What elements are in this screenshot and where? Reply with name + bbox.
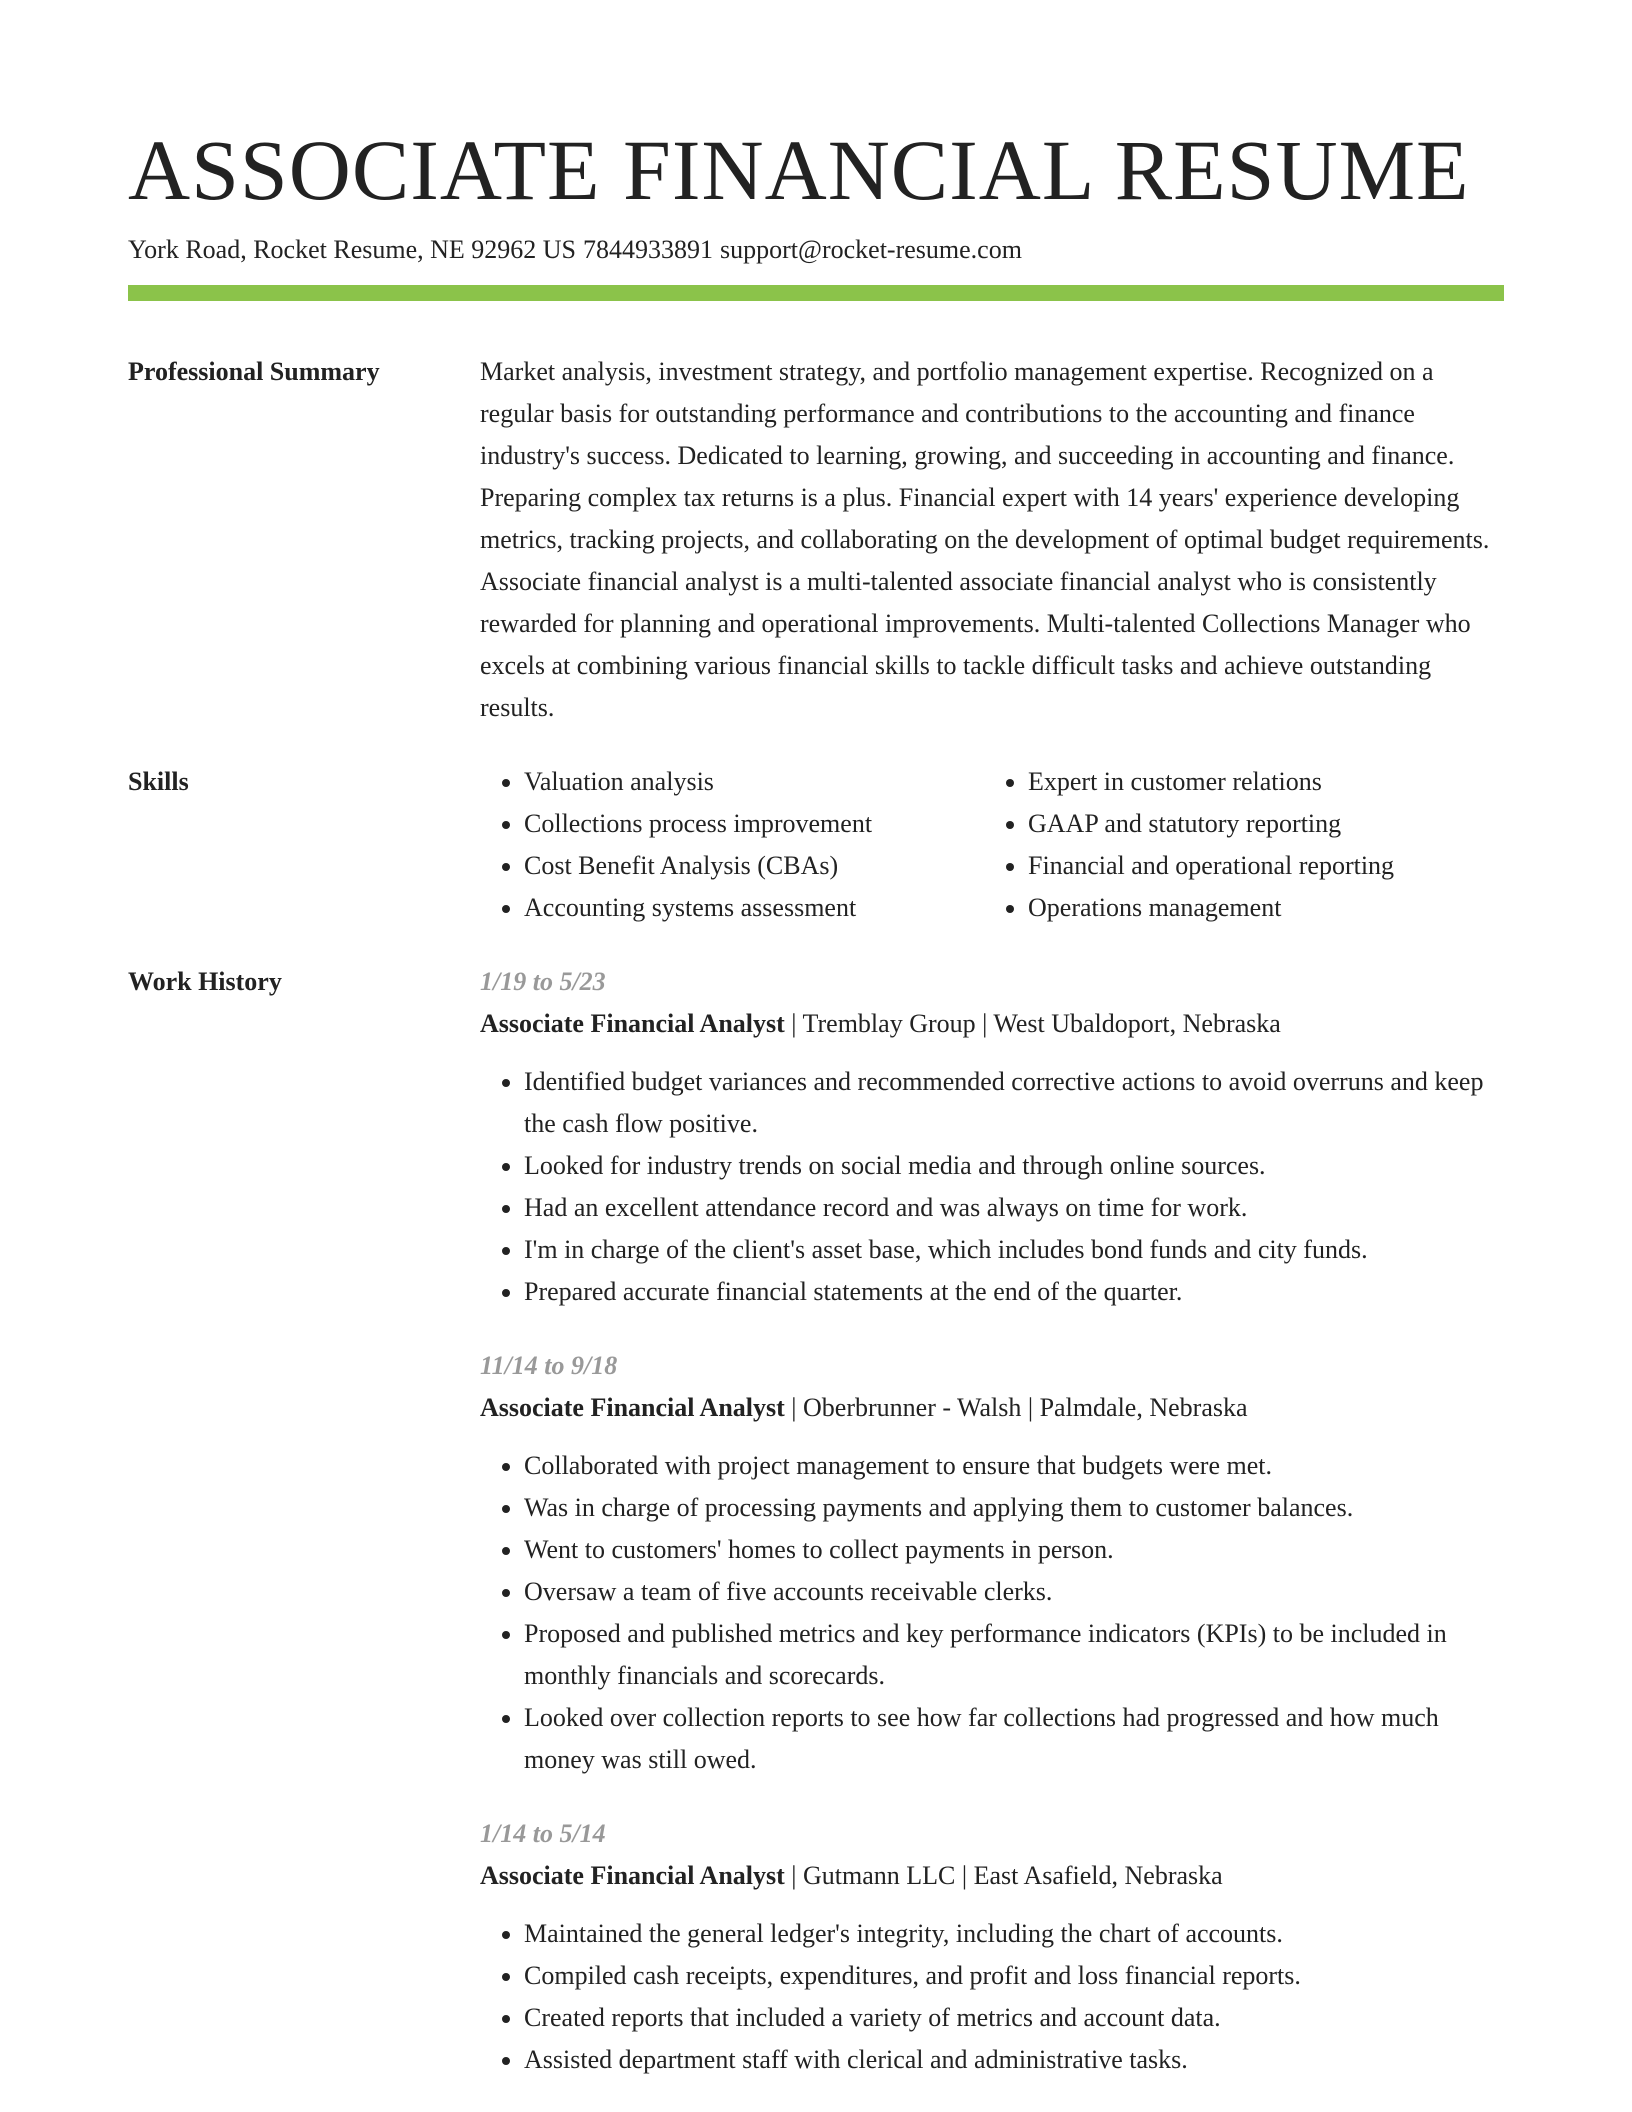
skills-section [128, 761, 1504, 929]
job-entry [480, 1813, 1504, 2081]
skills-column-left [480, 761, 984, 929]
summary-section [128, 351, 1504, 729]
job-bullet: • I'm in charge of the client's asset base, which includes bond funds and city funds. [524, 1229, 1504, 1271]
job-header [480, 1003, 1504, 1045]
header-divider [128, 285, 1504, 301]
job-separator: | [961, 1861, 968, 1890]
job-bullet: • Had an excellent attendance record and was always on time for work. [524, 1187, 1504, 1229]
job-bullet: • Looked over collection reports to see how far collections had progressed and how much money was still owed. [524, 1697, 1504, 1781]
work-history-body [480, 961, 1504, 2081]
contact-address: York Road, Rocket Resume, NE 92962 US [128, 235, 577, 264]
skill-item: • Operations management [1028, 887, 1498, 929]
resume-page [128, 120, 1504, 2081]
job-location: Palmdale, Nebraska [1039, 1393, 1248, 1422]
skills-heading: Skills [128, 767, 189, 796]
job-title: Associate Financial Analyst [480, 1009, 785, 1038]
skills-column-right [984, 761, 1498, 929]
job-bullet: • Went to customers' homes to collect payments in person. [524, 1529, 1504, 1571]
job-company: Tremblay Group [802, 1009, 976, 1038]
summary-body [480, 351, 1504, 729]
job-bullet: • Maintained the general ledger's integrity, including the chart of accounts. [524, 1913, 1504, 1955]
job-bullet: • Oversaw a team of five accounts receivable clerks. [524, 1571, 1504, 1613]
job-title: Associate Financial Analyst [480, 1393, 785, 1422]
job-bullets [480, 1913, 1504, 2081]
job-dates: 11/14 to 9/18 [480, 1351, 618, 1380]
job-bullets [480, 1445, 1504, 1781]
job-separator: | [1027, 1393, 1034, 1422]
skills-grid [480, 761, 1504, 929]
job-bullet: • Looked for industry trends on social media and through online sources. [524, 1145, 1504, 1187]
job-location: East Asafield, Nebraska [973, 1861, 1223, 1890]
contact-line [128, 232, 1504, 268]
job-separator: | [982, 1009, 988, 1038]
skill-item: • Accounting systems assessment [524, 887, 984, 929]
job-separator: | [791, 1861, 797, 1890]
job-location: West Ubaldoport, Nebraska [993, 1009, 1281, 1038]
work-history-heading: Work History [128, 967, 282, 996]
skill-item: • GAAP and statutory reporting [1028, 803, 1498, 845]
job-dates: 1/14 to 5/14 [480, 1819, 606, 1848]
summary-heading: Professional Summary [128, 357, 380, 386]
job-bullets [480, 1061, 1504, 1313]
job-bullet: • Prepared accurate financial statements at the end of the quarter. [524, 1271, 1504, 1313]
job-bullet: • Proposed and published metrics and key performance indicators (KPIs) to be included in monthly financials and scorecards. [524, 1613, 1504, 1697]
job-header [480, 1387, 1504, 1429]
job-bullet: • Assisted department staff with clerical and administrative tasks. [524, 2039, 1504, 2081]
skill-item: • Financial and operational reporting [1028, 845, 1498, 887]
skill-item: • Cost Benefit Analysis (CBAs) [524, 845, 984, 887]
skill-item: • Collections process improvement [524, 803, 984, 845]
job-header [480, 1855, 1504, 1897]
contact-phone: 7844933891 [583, 235, 714, 264]
job-bullet: • Created reports that included a variety of metrics and account data. [524, 1997, 1504, 2039]
contact-email: support@rocket-resume.com [720, 235, 1022, 264]
resume-title: ASSOCIATE FINANCIAL RESUME [128, 122, 1470, 218]
skill-item: • Valuation analysis [524, 761, 984, 803]
job-entry [480, 1345, 1504, 1781]
summary-text: Market analysis, investment strategy, and portfolio management expertise. Recognized on a regular basis for outstanding performance and contributions to the accounting and finance industry's success. Dedicated to learning, growing, and succeeding in accounting and finance. Preparing complex tax returns is a plus. Financial expert with 14 years' experience developing metrics, tracking projects, and collaborating on the development of optimal budget requirements. Associate financial analyst is a multi-talented associate financial analyst who is consistently rewarded for planning and operational improvements. Multi-talented Collections Manager who excels at combining various financial skills to tackle difficult tasks and achieve outstanding results. [480, 357, 1490, 722]
job-bullet: • Was in charge of processing payments and applying them to customer balances. [524, 1487, 1504, 1529]
job-bullet: • Identified budget variances and recommended corrective actions to avoid overruns and keep the cash flow positive. [524, 1061, 1504, 1145]
work-history-section [128, 961, 1504, 2081]
job-company: Oberbrunner - Walsh [803, 1393, 1022, 1422]
job-title: Associate Financial Analyst [480, 1861, 785, 1890]
job-separator: | [791, 1009, 797, 1038]
job-entry [480, 961, 1504, 1313]
job-dates: 1/19 to 5/23 [480, 967, 606, 996]
job-company: Gutmann LLC [803, 1861, 956, 1890]
job-bullet: • Compiled cash receipts, expenditures, and profit and loss financial reports. [524, 1955, 1504, 1997]
job-separator: | [791, 1393, 797, 1422]
job-bullet: • Collaborated with project management to ensure that budgets were met. [524, 1445, 1504, 1487]
skill-item: • Expert in customer relations [1028, 761, 1498, 803]
